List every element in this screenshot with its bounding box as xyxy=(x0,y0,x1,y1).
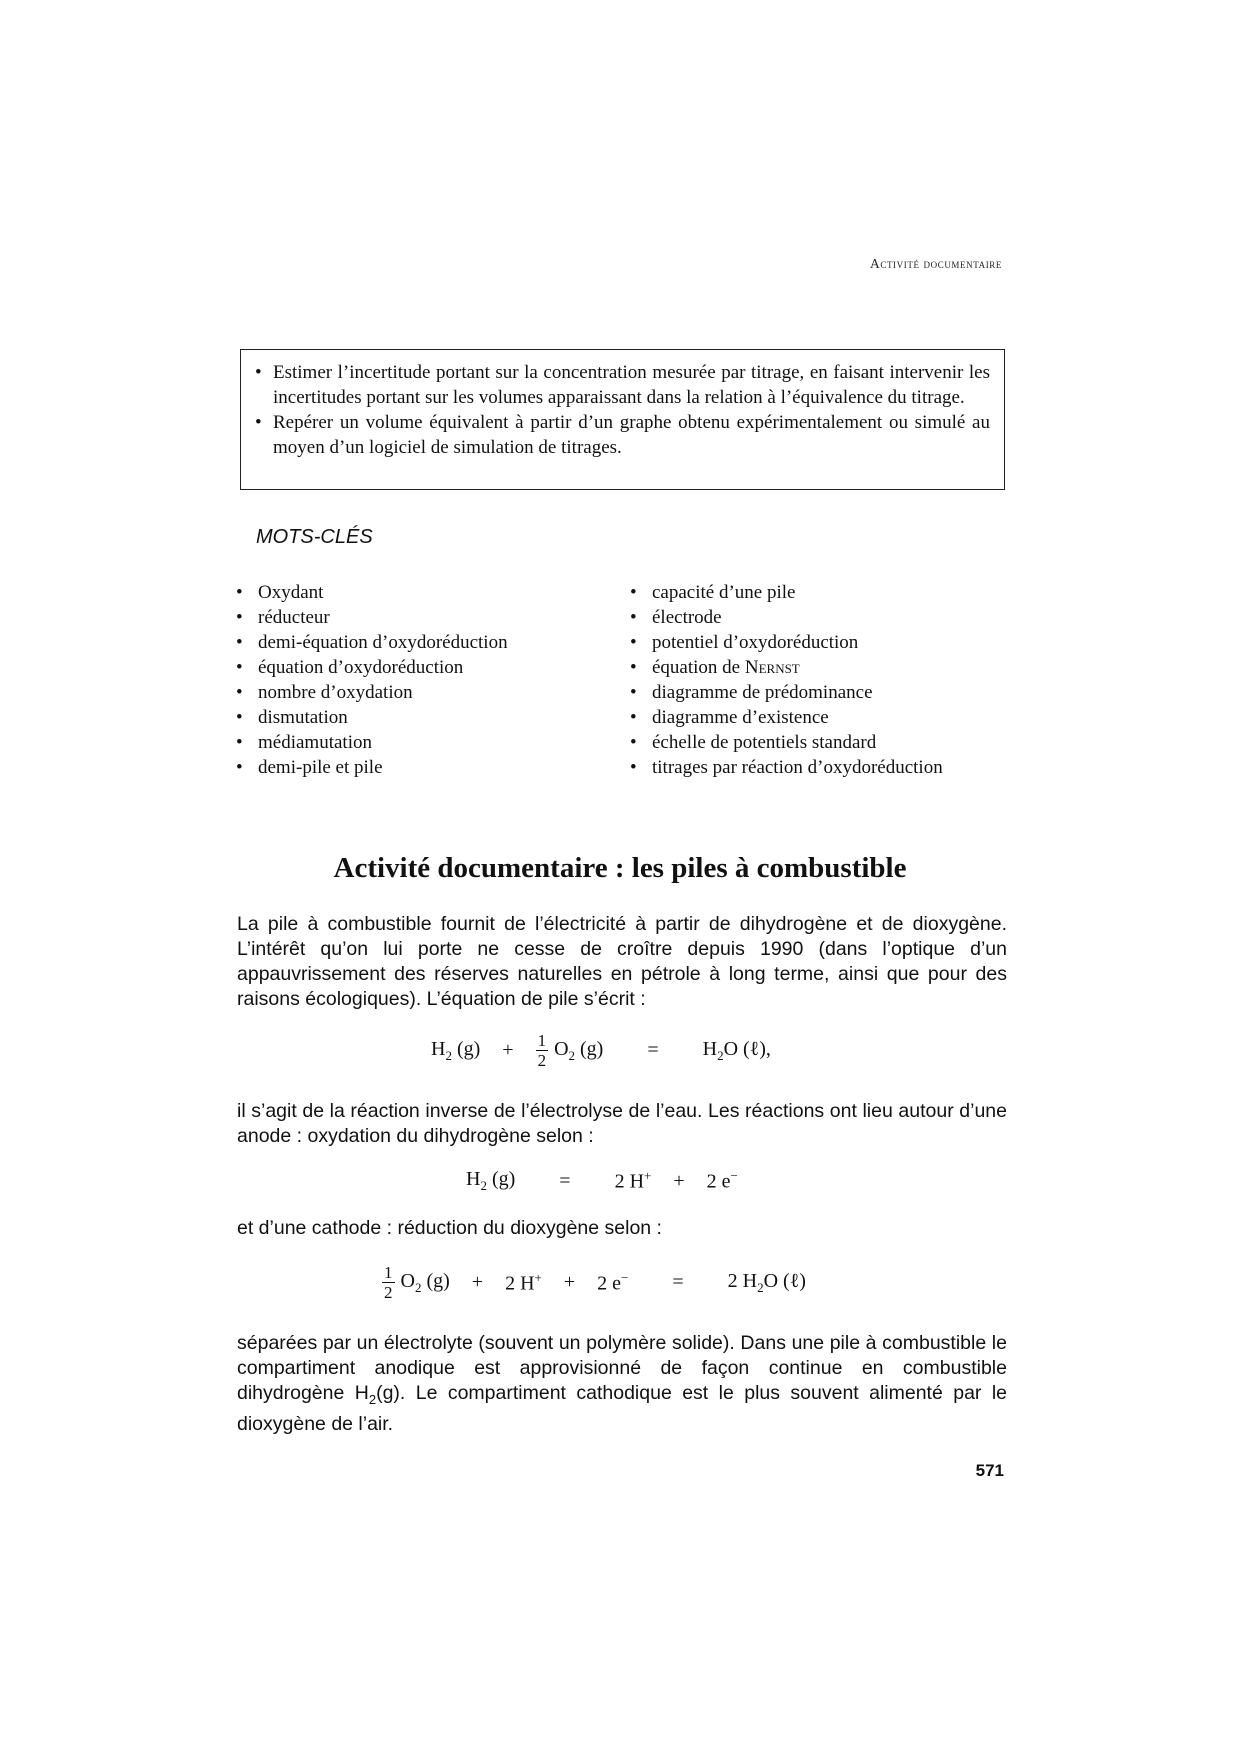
keyword-text: demi-pile et pile xyxy=(258,757,383,778)
keyword-item xyxy=(630,655,943,680)
bullet-icon: • xyxy=(630,607,637,628)
paragraph-electrolyte: séparées par un électrolyte (souvent un polymère solide). Dans une pile à combustible le compartiment anodique est approvisionné de façon continue en combustible dihydrogène $H_2(g)$. Le compartiment cathodique est le plus souvent alimenté par le dioxygène de l’air. xyxy=(237,1332,1008,1435)
bullet-icon: • xyxy=(630,682,637,703)
eq3-plus-2: + xyxy=(563,1271,576,1293)
bullet-icon: • xyxy=(630,707,637,728)
paragraph-anode: il s’agit de la réaction inverse de l’électrolyse de l’eau. Les réactions ont lieu autour d’une anode : oxydation du dihydrogène selon : xyxy=(237,1100,1007,1147)
bullet-icon: • xyxy=(630,582,637,603)
eq3-proton: 2 H+ xyxy=(505,1269,542,1295)
page-number: 571 xyxy=(975,1461,1004,1480)
eq2-plus: + xyxy=(673,1169,685,1192)
bullet-icon: • xyxy=(630,632,637,653)
keyword-text: potentiel d’oxydoréduction xyxy=(652,632,859,653)
equation-cathode xyxy=(382,1263,806,1302)
eq1-o2: $O_2$ (g) xyxy=(554,1037,604,1063)
eq3-equals: = xyxy=(672,1271,684,1293)
eq3-fraction: $\frac{1}{2}$ xyxy=(384,1263,393,1302)
bullet-icon: • xyxy=(630,757,637,778)
keyword-item xyxy=(236,730,508,755)
keyword-text: réducteur xyxy=(258,607,330,628)
keyword-item xyxy=(630,605,943,630)
eq1-fraction: $\frac{1}{2}$ xyxy=(537,1031,547,1070)
nernst-name: Nernst xyxy=(744,657,800,678)
objective-text: Repérer un volume équivalent à partir d’un graphe obtenu expérimentalement ou simulé au moyen d’un logiciel de simulation de titrages. xyxy=(273,412,990,458)
eq2-h2: $H_2$ (g) xyxy=(466,1168,516,1193)
bullet-icon: • xyxy=(630,732,637,753)
bullet-icon: • xyxy=(236,757,243,778)
keyword-text: titrages par réaction d’oxydoréduction xyxy=(652,757,943,778)
keyword-text: dismutation xyxy=(258,707,348,728)
bullet-icon: • xyxy=(630,657,637,678)
objective-text: Estimer l’incertitude portant sur la concentration mesurée par titrage, en faisant intervenir les incertitudes portant sur les volumes apparaissant dans la relation à l’équivalence du titrage. xyxy=(273,362,990,408)
keyword-item xyxy=(630,580,943,605)
keywords-heading: MOTS-CLÉS xyxy=(256,526,373,548)
eq3-water: 2 $H_2O$ (ℓ) xyxy=(727,1269,806,1295)
eq1-water: $H_2O$ (ℓ), xyxy=(702,1037,771,1063)
section-title: Activité documentaire : les piles à combustible xyxy=(333,852,907,884)
keyword-item xyxy=(236,705,508,730)
equation-anode xyxy=(466,1168,738,1194)
bullet-icon: • xyxy=(236,582,243,603)
eq3-plus-1: + xyxy=(471,1271,484,1293)
bullet-icon: • xyxy=(236,682,243,703)
keyword-text: nombre d’oxydation xyxy=(258,682,413,703)
keyword-text: diagramme d’existence xyxy=(652,707,829,728)
bullet-icon: • xyxy=(255,362,262,383)
keyword-item xyxy=(236,680,508,705)
keywords-left-column xyxy=(236,580,508,780)
keyword-item xyxy=(236,630,508,655)
objectives-box xyxy=(240,349,1005,490)
keyword-item xyxy=(630,755,943,780)
eq2-equals: = xyxy=(559,1169,571,1192)
keyword-item xyxy=(630,630,943,655)
eq1-h2: $H_2$ (g) xyxy=(431,1037,481,1063)
paragraph-cathode: et d’une cathode : réduction du dioxygène selon : xyxy=(237,1217,662,1239)
keyword-item xyxy=(630,705,943,730)
bullet-icon: • xyxy=(236,607,243,628)
bullet-icon: • xyxy=(236,632,243,653)
keyword-item xyxy=(236,580,508,605)
keyword-item xyxy=(236,605,508,630)
bullet-icon: • xyxy=(236,707,243,728)
equation-overall xyxy=(431,1031,771,1070)
keyword-item xyxy=(236,755,508,780)
keyword-text: capacité d’une pile xyxy=(652,582,796,603)
keyword-text: médiamutation xyxy=(258,732,372,753)
keyword-text: équation de xyxy=(652,657,741,678)
bullet-icon: • xyxy=(236,732,243,753)
running-header: Activité documentaire xyxy=(870,256,1002,271)
objective-item xyxy=(255,360,990,410)
keyword-item xyxy=(630,730,943,755)
objective-item xyxy=(255,410,990,460)
keyword-text: Oxydant xyxy=(258,582,324,603)
keyword-text: diagramme de prédominance xyxy=(652,682,873,703)
eq3-o2: $O_2$ (g) xyxy=(400,1269,450,1295)
bullet-icon: • xyxy=(255,412,262,433)
keyword-text: échelle de potentiels standard xyxy=(652,732,877,753)
keyword-text: équation d’oxydoréduction xyxy=(258,657,464,678)
eq1-equals: = xyxy=(647,1039,659,1061)
eq1-plus: + xyxy=(502,1039,514,1061)
paragraph-intro: La pile à combustible fournit de l’électricité à partir de dihydrogène et de dioxygène. L’intérêt qu’on lui porte ne cesse de croître depuis 1990 (dans l’optique d’un appauvrissement des réserves naturelles en pétrole à long terme, ainsi que pour des raisons écologiques). L’équation de pile s’écrit : xyxy=(237,913,1007,1010)
keyword-item xyxy=(630,680,943,705)
eq2-electron: 2 e− xyxy=(706,1168,738,1193)
keyword-item xyxy=(236,655,508,680)
keyword-text: demi-équation d’oxydoréduction xyxy=(258,632,508,653)
eq3-electron: 2 e− xyxy=(597,1269,629,1295)
bullet-icon: • xyxy=(236,657,243,678)
eq2-proton: 2 H+ xyxy=(614,1168,652,1193)
keyword-text: électrode xyxy=(652,607,722,628)
keywords-right-column xyxy=(630,580,943,780)
